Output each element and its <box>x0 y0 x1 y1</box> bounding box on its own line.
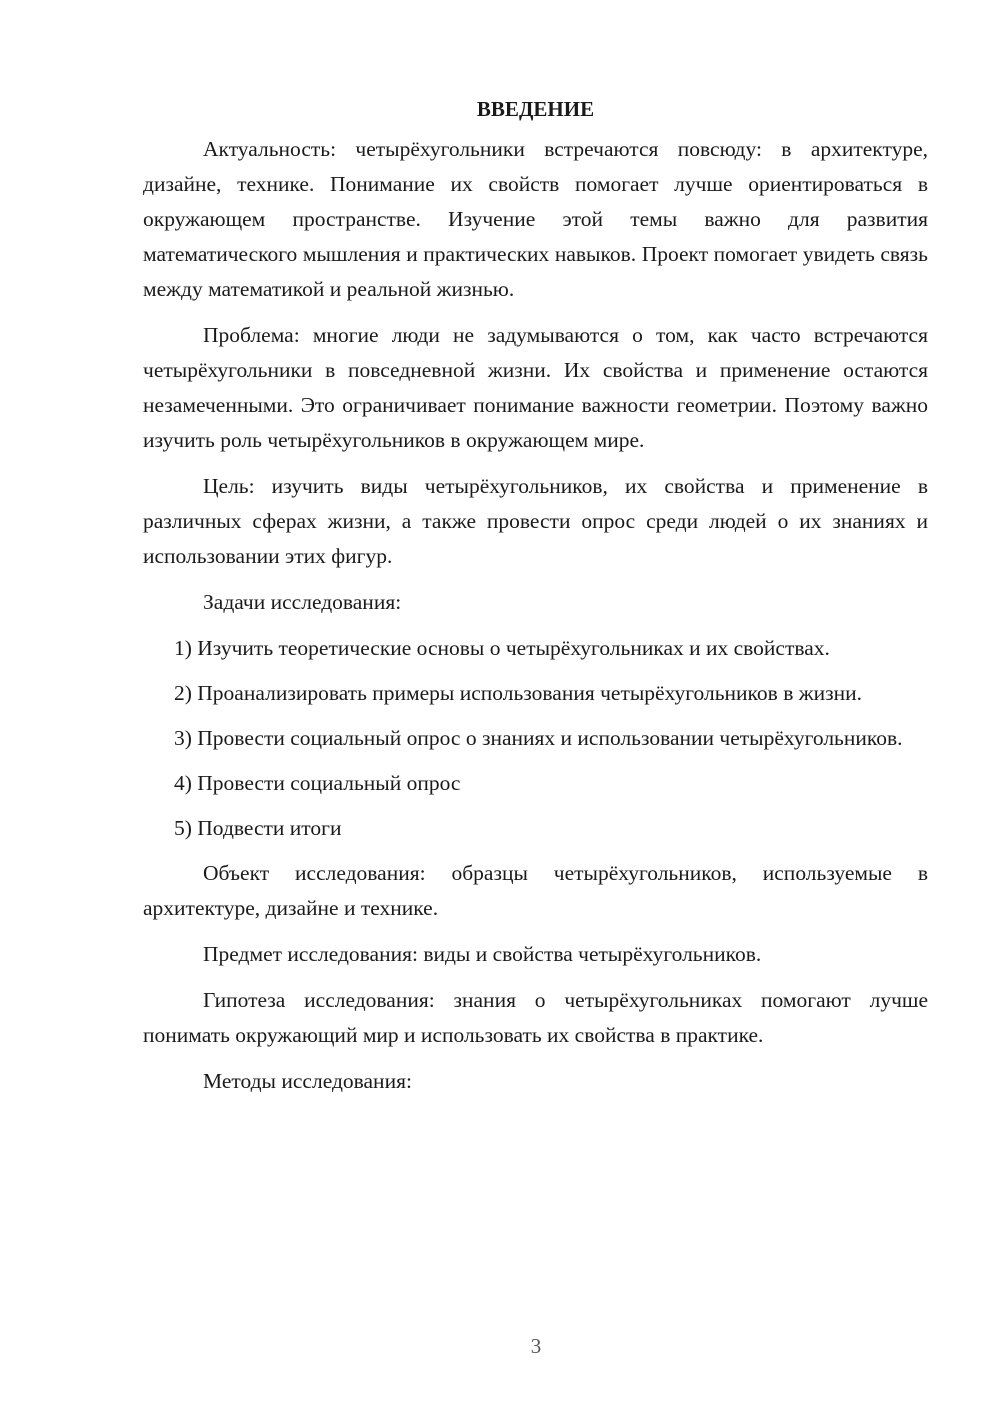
paragraph-hypothesis: Гипотеза исследования: знания о четырёхугольниках помогают лучше понимать окружающий мир и использовать их свойства в практике. <box>143 988 928 1047</box>
paragraph-methods-heading: Методы исследования: <box>203 1069 412 1093</box>
paragraph-relevance: Актуальность: четырёхугольники встречаются повсюду: в архитектуре, дизайне, технике. Понимание их свойств помогает лучше ориентироваться в окружающем пространстве. Изучение этой темы важно для развития математического мышления и практических навыков. Проект помогает увидеть связь между математикой и реальной жизнью. <box>143 137 928 301</box>
paragraph-tasks-heading: Задачи исследования: <box>203 590 402 614</box>
page-title: ВВЕДЕНИЕ <box>476 97 595 121</box>
paragraph-goal: Цель: изучить виды четырёхугольников, их свойства и применение в различных сферах жизни, а также провести опрос среди людей о их знаниях и использовании этих фигур. <box>143 474 928 568</box>
page-content <box>143 94 928 1110</box>
paragraph-object: Объект исследования: образцы четырёхугольников, используемые в архитектуре, дизайне и технике. <box>143 861 928 920</box>
task-item-4: 4) Провести социальный опрос <box>174 771 461 795</box>
task-item-1: 1) Изучить теоретические основы о четырёхугольниках и их свойствах. <box>174 636 830 660</box>
task-item-3: 3) Провести социальный опрос о знаниях и использовании четырёхугольников. <box>174 726 903 750</box>
page-number: 3 <box>530 1334 542 1358</box>
paragraph-problem: Проблема: многие люди не задумываются о том, как часто встречаются четырёхугольники в повседневной жизни. Их свойства и применение остаются незамеченными. Это ограничивает понимание важности геометрии. Поэтому важно изучить роль четырёхугольников в окружающем мире. <box>143 323 928 452</box>
paragraph-subject: Предмет исследования: виды и свойства четырёхугольников. <box>203 942 762 966</box>
task-item-2: 2) Проанализировать примеры использования четырёхугольников в жизни. <box>174 681 862 705</box>
task-item-5: 5) Подвести итоги <box>174 816 342 840</box>
